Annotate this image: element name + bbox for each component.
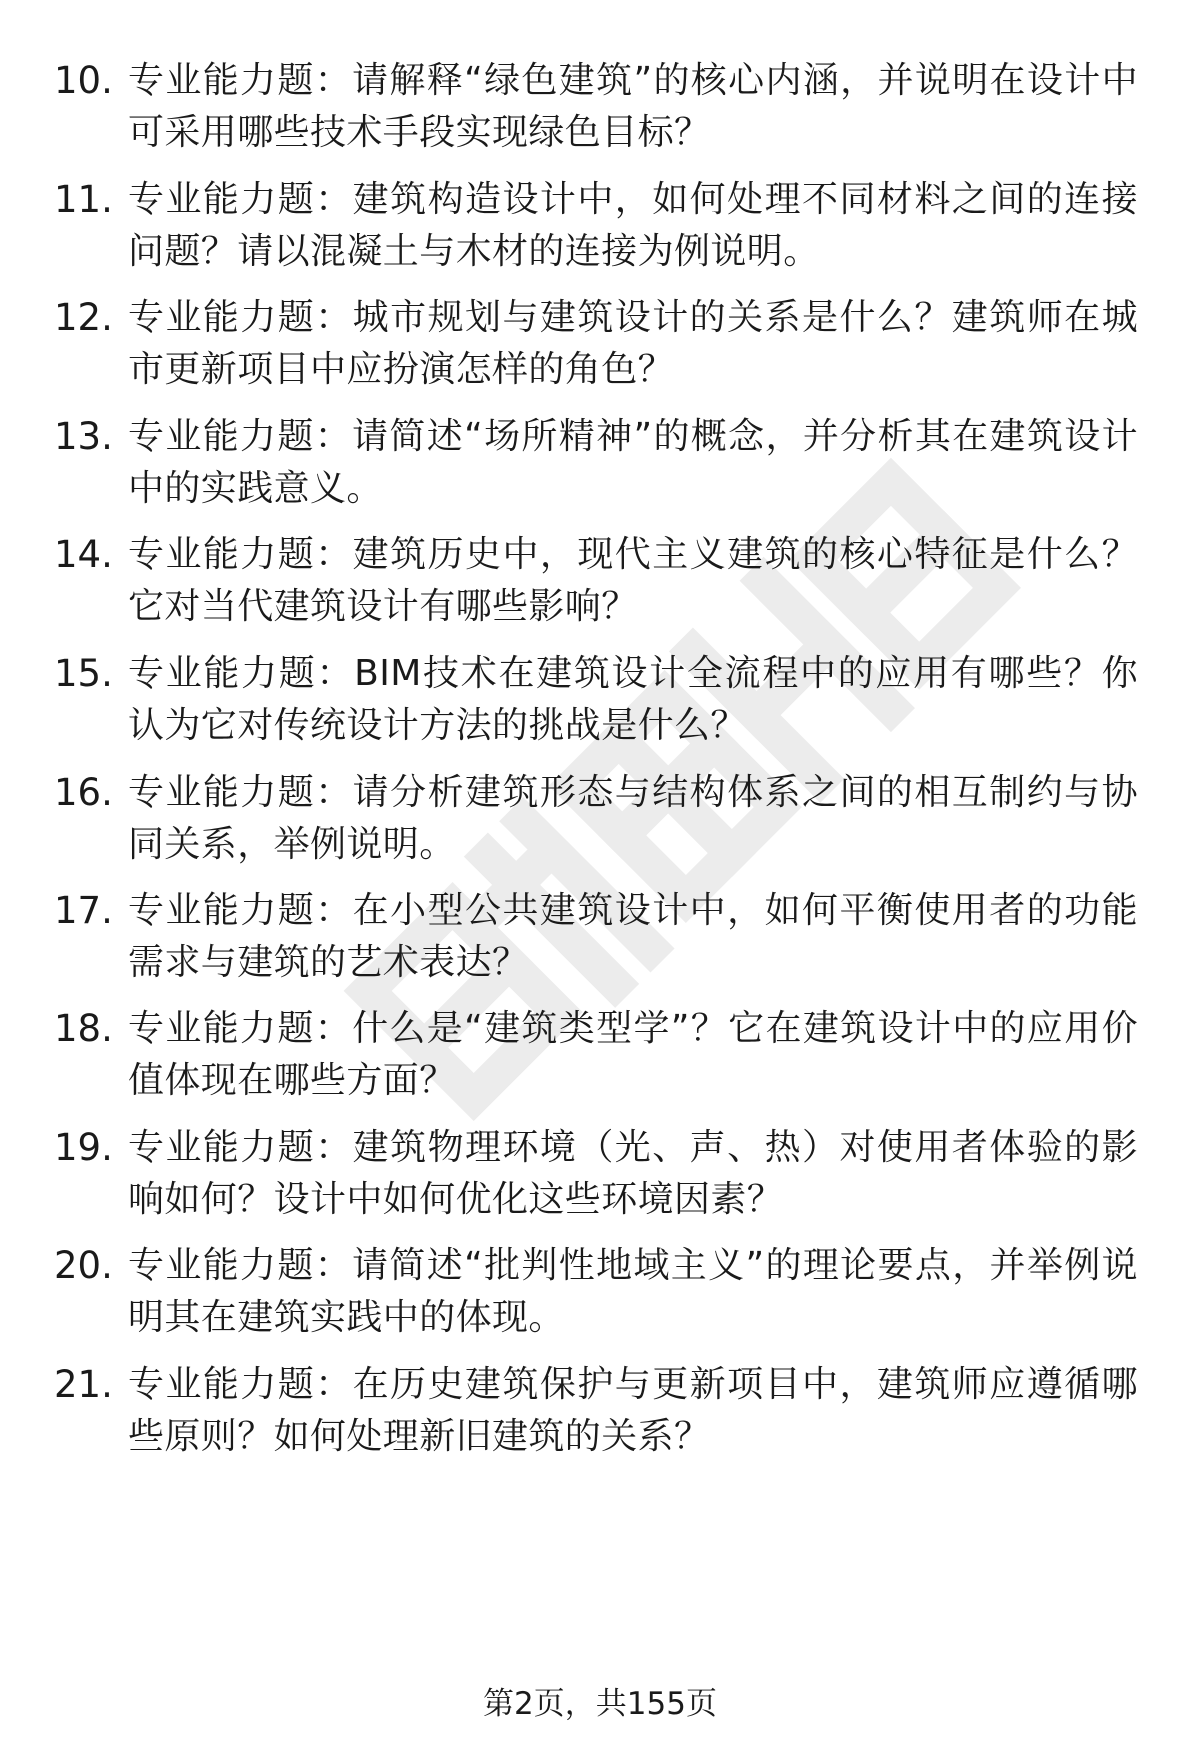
question-text: 专业能力题：建筑构造设计中，如何处理不同材料之间的连接问题？请以混凝土与木材的连接为例说明。 bbox=[128, 179, 1138, 272]
question-text: 专业能力题：请解释“绿色建筑”的核心内涵，并说明在设计中可采用哪些技术手段实现绿色目标？ bbox=[128, 60, 1138, 153]
question-text: 专业能力题：请分析建筑形态与结构体系之间的相互制约与协同关系，举例说明。 bbox=[128, 772, 1138, 865]
question-number: 11. bbox=[54, 178, 113, 221]
question-item bbox=[0, 1122, 1200, 1232]
question-text: 专业能力题：请简述“批判性地域主义”的理论要点，并举例说明其在建筑实践中的体现。 bbox=[128, 1245, 1138, 1338]
question-number: 19. bbox=[54, 1126, 113, 1169]
question-item bbox=[0, 174, 1200, 284]
question-item bbox=[0, 1359, 1200, 1469]
question-text: 专业能力题：建筑历史中，现代主义建筑的核心特征是什么？它对当代建筑设计有哪些影响？ bbox=[128, 534, 1138, 627]
question-number: 12. bbox=[54, 296, 113, 339]
question-item bbox=[0, 529, 1200, 639]
question-item bbox=[0, 1003, 1200, 1113]
question-item bbox=[0, 411, 1200, 521]
question-number: 18. bbox=[54, 1007, 113, 1050]
question-text: 专业能力题：在小型公共建筑设计中，如何平衡使用者的功能需求与建筑的艺术表达？ bbox=[128, 890, 1138, 983]
question-text: 专业能力题：BIM技术在建筑设计全流程中的应用有哪些？你认为它对传统设计方法的挑战是什么？ bbox=[128, 653, 1138, 746]
question-text: 专业能力题：建筑物理环境（光、声、热）对使用者体验的影响如何？设计中如何优化这些环境因素？ bbox=[128, 1127, 1138, 1220]
question-number: 16. bbox=[54, 771, 113, 814]
question-number: 20. bbox=[54, 1244, 113, 1287]
question-number: 21. bbox=[54, 1363, 113, 1406]
question-text: 专业能力题：什么是“建筑类型学”？它在建筑设计中的应用价值体现在哪些方面？ bbox=[128, 1008, 1138, 1101]
question-number: 17. bbox=[54, 889, 113, 932]
question-text: 专业能力题：在历史建筑保护与更新项目中，建筑师应遵循哪些原则？如何处理新旧建筑的关系？ bbox=[128, 1364, 1138, 1457]
question-number: 10. bbox=[54, 59, 113, 102]
question-number: 15. bbox=[54, 652, 113, 695]
page-number-footer: 第2页，共155页 bbox=[483, 1686, 717, 1722]
question-item bbox=[0, 1240, 1200, 1350]
question-text: 专业能力题：请简述“场所精神”的概念，并分析其在建筑设计中的实践意义。 bbox=[128, 416, 1138, 509]
question-number: 13. bbox=[54, 415, 113, 458]
question-item bbox=[0, 767, 1200, 877]
question-number: 14. bbox=[54, 533, 113, 576]
question-item bbox=[0, 292, 1200, 402]
question-item bbox=[0, 648, 1200, 758]
question-item bbox=[0, 885, 1200, 995]
question-item bbox=[0, 55, 1200, 165]
question-text: 专业能力题：城市规划与建筑设计的关系是什么？建筑师在城市更新项目中应扮演怎样的角色？ bbox=[128, 297, 1138, 390]
